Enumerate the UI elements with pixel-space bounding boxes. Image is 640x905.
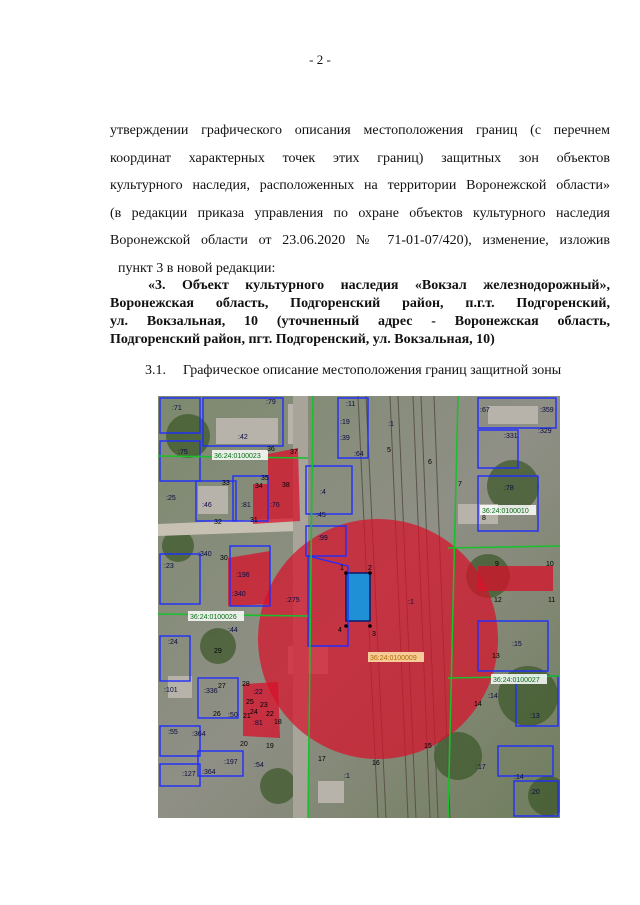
intro-paragraph xyxy=(110,117,610,282)
point-label: 28 xyxy=(242,681,250,688)
heading-line: ул. Вокзальная, 10 (уточненный адрес - Воронежская область, xyxy=(110,314,610,329)
point-label: 18 xyxy=(274,719,282,726)
parcel-label: :54 xyxy=(254,762,264,769)
parcel-label: :336 xyxy=(204,688,218,695)
parcel-label: :24 xyxy=(168,639,178,646)
object-heading xyxy=(110,277,610,349)
heading-line: Воронежская область, Подгоренский район, п.г.т. Подгоренский, xyxy=(110,296,610,311)
heritage-object xyxy=(346,573,370,621)
point-label: 5 xyxy=(387,447,391,454)
parcel-label: :329 xyxy=(538,428,552,435)
parcel-label: :25 xyxy=(166,495,176,502)
point-label: 36 xyxy=(267,446,275,453)
parcel-label: :340 xyxy=(198,551,212,558)
intro-line: пункт 3 в новой редакции: xyxy=(118,260,276,276)
intro-line: культурного наследия, расположенных на территории Воронежской области» xyxy=(110,178,610,193)
point-label: 10 xyxy=(546,561,554,568)
parcel-label: :76 xyxy=(270,502,280,509)
point-label: 4 xyxy=(338,627,342,634)
parcel-label: :17 xyxy=(476,764,486,771)
point-label: 21 xyxy=(243,713,251,720)
parcel-label: :11 xyxy=(346,401,356,408)
parcel-label: :364 xyxy=(192,731,206,738)
page-number: - 2 - xyxy=(309,52,331,67)
parcel-label: :1 xyxy=(388,421,394,428)
parcel-label: :64 xyxy=(354,451,364,458)
intro-line: (в редакции приказа управления по охране объектов культурного наследия xyxy=(110,205,610,221)
parcel-label: :23 xyxy=(164,563,174,570)
parcel-label: :1 xyxy=(408,599,414,606)
parcel-label: :196 xyxy=(236,572,250,579)
protection-zone xyxy=(258,519,498,759)
parcel-label: :275 xyxy=(286,597,300,604)
block-label: 36:24:0100027 xyxy=(493,677,540,684)
point-label: 26 xyxy=(213,711,221,718)
parcel-label: :15 xyxy=(512,641,522,648)
point-label: 20 xyxy=(240,741,248,748)
map-svg xyxy=(158,396,560,818)
parcel-label: :46 xyxy=(202,502,212,509)
point-label: 8 xyxy=(482,515,486,522)
point-label: 13 xyxy=(492,653,500,660)
section-number: 3.1. xyxy=(145,363,166,378)
parcel-label: :127 xyxy=(182,771,196,778)
parcel-label: :39 xyxy=(340,435,350,442)
parcel-label: :42 xyxy=(238,434,248,441)
point-label: 34 xyxy=(255,483,263,490)
parcel-label: :99 xyxy=(318,535,328,542)
parcel-label: :14 xyxy=(514,774,524,781)
point-label: 23 xyxy=(260,702,268,709)
intro-line: Воронежской области от 23.06.2020 № 71-01-07/420), изменение, изложив xyxy=(110,233,610,248)
heading-line: «3. Объект культурного наследия «Вокзал железнодорожный», xyxy=(148,278,610,293)
zone-map xyxy=(158,396,560,818)
point-label: 25 xyxy=(246,699,254,706)
parcel-label: :81 xyxy=(241,502,251,509)
point-label: 12 xyxy=(494,597,502,604)
section-title: Графическое описание местоположения границ защитной зоны xyxy=(183,363,562,378)
section-heading xyxy=(145,363,561,379)
point-label: 14 xyxy=(474,701,482,708)
point-label: 27 xyxy=(218,683,226,690)
point-label: 33 xyxy=(222,480,230,487)
block-label: 36:24:0100009 xyxy=(370,655,417,662)
point-label: 22 xyxy=(266,711,274,718)
parcel-label: :331 xyxy=(504,433,518,440)
point-label: 17 xyxy=(318,756,326,763)
heading-line: Подгоренский район, пгт. Подгоренский, ул. Вокзальная, 10) xyxy=(110,332,495,347)
parcel-label: :1 xyxy=(344,773,350,780)
parcel-label: :71 xyxy=(172,405,182,412)
parcel-label: :22 xyxy=(253,689,263,696)
block-label: 36:24:0100010 xyxy=(482,508,529,515)
point-label: 9 xyxy=(495,561,499,568)
parcel-label: :4 xyxy=(320,489,326,496)
point-label: 15 xyxy=(424,743,432,750)
parcel-label: :197 xyxy=(224,759,238,766)
parcel-label: :45 xyxy=(316,512,326,519)
point-label: 37 xyxy=(290,449,298,456)
point-label: 3 xyxy=(372,631,376,638)
point-label: 7 xyxy=(458,481,462,488)
parcel-label: :13 xyxy=(530,713,540,720)
point-label: 16 xyxy=(372,760,380,767)
parcel-label: :78 xyxy=(504,485,514,492)
parcel-label: :67 xyxy=(480,407,490,414)
parcel-label: :19 xyxy=(340,419,350,426)
parcel-label: :364 xyxy=(202,769,216,776)
intro-line: утверждении графического описания местоположения границ (с перечнем xyxy=(110,123,610,138)
point-label: 6 xyxy=(428,459,432,466)
parcel-label: :20 xyxy=(530,789,540,796)
parcel-label: :55 xyxy=(168,729,178,736)
parcel-label: :340 xyxy=(232,591,246,598)
point-label: 38 xyxy=(282,482,290,489)
parcel-label: :81 xyxy=(253,720,263,727)
parcel-label: :75 xyxy=(178,449,188,456)
block-label: 36:24:0100026 xyxy=(190,614,237,621)
parcel-label: :44 xyxy=(228,627,238,634)
point-label: 24 xyxy=(250,709,258,716)
point-label: 11 xyxy=(548,597,556,604)
parcel-label: :14 xyxy=(488,693,498,700)
point-label: 31 xyxy=(250,517,258,524)
parcel-label: :79 xyxy=(266,399,276,406)
parcel-label: :359 xyxy=(540,407,554,414)
point-label: 29 xyxy=(214,648,222,655)
intro-line: координат характерных точек этих границ) защитных зон объектов xyxy=(110,150,610,166)
point-label: 19 xyxy=(266,743,274,750)
point-label: 2 xyxy=(368,565,372,572)
point-label: 1 xyxy=(340,565,344,572)
point-label: 35 xyxy=(261,475,269,482)
block-label: 36:24:0100023 xyxy=(214,453,261,460)
point-label: 30 xyxy=(220,555,228,562)
point-label: 32 xyxy=(214,519,222,526)
parcel-label: :50 xyxy=(228,712,238,719)
parcel-label: :101 xyxy=(164,687,178,694)
